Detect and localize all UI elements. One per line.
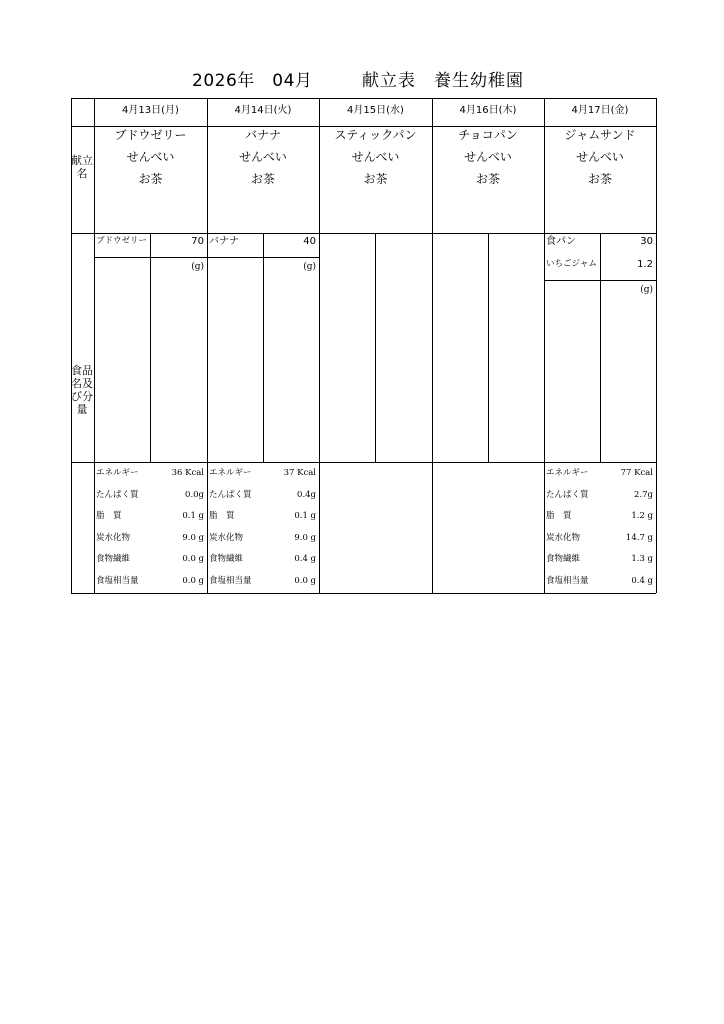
nutrition-value: 1.2 g	[631, 511, 653, 521]
table-rule-1	[71, 126, 656, 127]
ingredient-subcolumn-rule	[263, 233, 264, 462]
side-label-menu: 献立名	[71, 154, 93, 180]
nutrition-label: エネルギー	[96, 468, 139, 478]
menu-item: ブドウゼリー	[114, 128, 187, 142]
menu-item: ジャムサンド	[564, 128, 636, 142]
ingredient-subcolumn-rule	[375, 233, 376, 462]
ingredient-subcolumn-rule	[150, 233, 151, 462]
menu-table	[71, 98, 656, 593]
table-rule-0	[71, 98, 656, 99]
nutrition-label: 食物繊維	[209, 554, 244, 564]
menu-item: お茶	[363, 172, 388, 186]
nutrition-value: 0.4g	[297, 489, 316, 500]
ingredient-row-rule	[544, 280, 656, 281]
ingredient-subcolumn-rule	[600, 233, 601, 462]
nutrition-value: 0.0 g	[294, 575, 316, 586]
unit-label: (g)	[191, 262, 204, 272]
menu-item: せんべい	[576, 150, 624, 164]
day-header: 4月15日(水)	[347, 105, 404, 116]
menu-item: お茶	[587, 172, 612, 186]
menu-item: バナナ	[244, 128, 281, 142]
menu-item: チョコパン	[458, 128, 518, 142]
nutrition-value: 0.4 g	[294, 554, 316, 564]
nutrition-label: たんぱく質	[546, 489, 589, 500]
nutrition-value: 0.0 g	[182, 554, 204, 564]
nutrition-label: 脂 質	[96, 511, 122, 521]
document-title	[0, 66, 724, 94]
nutrition-value: 0.0g	[185, 489, 204, 500]
nutrition-label: 食塩相当量	[96, 575, 139, 586]
nutrition-label: 食物繊維	[96, 554, 131, 564]
ingredient-amount: 70	[191, 236, 204, 247]
nutrition-value: 1.3 g	[631, 554, 653, 564]
nutrition-label: 脂 質	[209, 511, 235, 521]
menu-item: せんべい	[239, 150, 287, 164]
menu-item: せんべい	[464, 150, 512, 164]
menu-item: スティックパン	[334, 128, 417, 142]
nutrition-value: 36 Kcal	[171, 468, 204, 478]
ingredient-name: いちごジャム	[546, 259, 597, 269]
table-rule-4	[71, 593, 656, 594]
nutrition-value: 9.0 g	[182, 532, 204, 543]
nutrition-value: 0.4 g	[631, 575, 653, 586]
nutrition-value: 0.1 g	[294, 511, 316, 521]
ingredient-row-rule	[94, 257, 207, 258]
nutrition-label: 炭水化物	[546, 532, 581, 543]
nutrition-label: 脂 質	[546, 511, 572, 521]
unit-label: (g)	[640, 285, 653, 295]
nutrition-value: 2.7g	[634, 489, 653, 500]
nutrition-value: 37 Kcal	[283, 468, 316, 478]
ingredient-name: ブドウゼリー	[96, 236, 148, 246]
table-rule-2	[71, 233, 656, 234]
menu-item: お茶	[475, 172, 500, 186]
side-label-ingredients: 食品名及び分量	[71, 364, 93, 416]
day-header: 4月14日(火)	[234, 105, 292, 116]
ingredient-subcolumn-rule	[488, 233, 489, 462]
table-column-rule-6	[656, 98, 657, 593]
nutrition-label: たんぱく質	[96, 489, 139, 500]
nutrition-label: エネルギー	[209, 468, 252, 478]
nutrition-value: 0.1 g	[182, 511, 204, 521]
nutrition-value: 14.7 g	[625, 532, 653, 543]
nutrition-label: 食塩相当量	[209, 575, 252, 586]
nutrition-value: 9.0 g	[294, 532, 316, 543]
nutrition-label: 炭水化物	[209, 532, 244, 543]
day-header: 4月16日(木)	[459, 105, 517, 116]
ingredient-amount: 40	[303, 236, 316, 247]
unit-label: (g)	[303, 262, 316, 272]
ingredient-amount: 30	[640, 236, 653, 247]
menu-item: せんべい	[126, 150, 175, 164]
ingredient-name: 食パン	[546, 236, 576, 247]
table-rule-3	[71, 462, 656, 463]
ingredient-row-rule	[207, 257, 319, 258]
day-header: 4月17日(金)	[571, 105, 629, 116]
nutrition-label: エネルギー	[546, 468, 589, 478]
nutrition-value: 77 Kcal	[620, 468, 653, 478]
ingredient-amount: 1.2	[637, 259, 653, 270]
menu-item: お茶	[250, 172, 275, 186]
table-column-rule-0	[71, 98, 72, 593]
nutrition-label: 炭水化物	[96, 532, 131, 543]
ingredient-name: バナナ	[209, 236, 239, 247]
day-header: 4月13日(月)	[122, 105, 179, 116]
menu-item: せんべい	[351, 150, 400, 164]
nutrition-label: 食塩相当量	[546, 575, 589, 586]
title-name: 献立表 養生幼稚園	[362, 71, 524, 91]
title-date: 2026年 04月	[192, 71, 313, 91]
nutrition-label: 食物繊維	[546, 554, 581, 564]
nutrition-value: 0.0 g	[182, 575, 204, 586]
menu-item: お茶	[138, 172, 163, 186]
nutrition-label: たんぱく質	[209, 489, 252, 500]
